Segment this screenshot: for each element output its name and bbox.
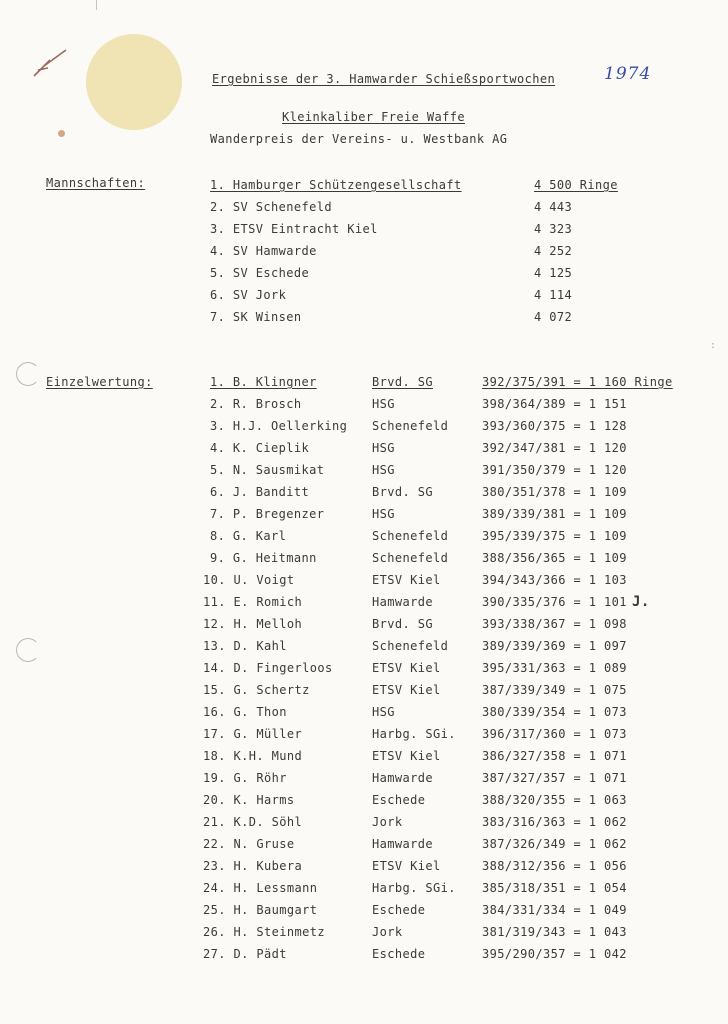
shooter-club: HSG [372,397,395,411]
shooter-score: 395/339/375 = 1 109 [482,529,627,543]
shooter-score: 386/327/358 = 1 071 [482,749,627,763]
shooter-club: ETSV Kiel [372,683,441,697]
shooter-club: ETSV Kiel [372,749,441,763]
shooter-name: 1. B. Klingner [210,375,317,389]
shooter-name: 21. K.D. Söhl [203,815,303,829]
document-title: Ergebnisse der 3. Hamwarder Schießsportwochen [212,72,556,86]
shooter-club: ETSV Kiel [372,573,441,587]
shooter-score: 394/343/366 = 1 103 [482,573,627,587]
shooter-score: 395/331/363 = 1 089 [482,661,627,675]
shooter-score: 393/360/375 = 1 128 [482,419,627,433]
shooter-name: 15. G. Schertz [203,683,310,697]
shooter-score: 380/351/378 = 1 109 [482,485,627,499]
team-score: 4 500 Ringe [534,178,618,192]
shooter-name: 18. K.H. Mund [203,749,303,763]
shooter-club: Harbg. SGi. [372,881,456,895]
team-score: 4 072 [534,310,573,324]
team-name: 1. Hamburger Schützengesellschaft [210,178,462,192]
shooter-name: 23. H. Kubera [203,859,303,873]
shooter-score: 390/335/376 = 1 101 [482,595,627,609]
shooter-name: 7. P. Bregenzer [210,507,325,521]
shooter-club: Eschede [372,903,426,917]
team-score: 4 443 [534,200,573,214]
ink-dot [58,130,65,137]
team-score: 4 125 [534,266,573,280]
shooter-name: 3. H.J. Oellerking [210,419,348,433]
shooter-name: 12. H. Melloh [203,617,303,631]
team-name: 2. SV Schenefeld [210,200,332,214]
shooter-name: 2. R. Brosch [210,397,302,411]
team-name: 4. SV Hamwarde [210,244,317,258]
shooter-club: ETSV Kiel [372,859,441,873]
shooter-name: 26. H. Steinmetz [203,925,325,939]
shooter-score: 389/339/369 = 1 097 [482,639,627,653]
team-name: 5. SV Eschede [210,266,310,280]
shooter-club: Hamwarde [372,771,433,785]
shooter-club: Schenefeld [372,529,449,543]
shooter-score: 388/356/365 = 1 109 [482,551,627,565]
shooter-name: 20. K. Harms [203,793,295,807]
shooter-name: 4. K. Cieplik [210,441,310,455]
shooter-name: 24. H. Lessmann [203,881,318,895]
shooter-name: 19. G. Röhr [203,771,287,785]
shooter-name: 22. N. Gruse [203,837,295,851]
teams-heading: Mannschaften: [46,176,146,190]
shooter-club: Brvd. SG [372,617,433,631]
shooter-club: Harbg. SGi. [372,727,456,741]
shooter-club: Hamwarde [372,837,433,851]
shooter-score: 392/347/381 = 1 120 [482,441,627,455]
shooter-club: Schenefeld [372,551,449,565]
team-score: 4 323 [534,222,573,236]
shooter-club: Eschede [372,947,426,961]
shooter-club: HSG [372,705,395,719]
shooter-name: 6. J. Banditt [210,485,310,499]
shooter-score: 383/316/363 = 1 062 [482,815,627,829]
shooter-name: 14. D. Fingerloos [203,661,333,675]
discipline-title: Kleinkaliber Freie Waffe [282,110,465,124]
shooter-name: 8. G. Karl [210,529,287,543]
shooter-score: 396/317/360 = 1 073 [482,727,627,741]
shooter-name: 13. D. Kahl [203,639,287,653]
shooter-score: 391/350/379 = 1 120 [482,463,627,477]
ink-scratch-mark [30,46,70,80]
shooter-score: 389/339/381 = 1 109 [482,507,627,521]
shooter-club: HSG [372,441,395,455]
shooter-club: Brvd. SG [372,485,433,499]
faded-seal-circle [86,34,182,130]
shooter-name: 17. G. Müller [203,727,303,741]
shooter-score: 387/326/349 = 1 062 [482,837,627,851]
shooter-club: Brvd. SG [372,375,433,389]
shooter-name: 16. G. Thon [203,705,287,719]
team-name: 3. ETSV Eintracht Kiel [210,222,378,236]
shooter-name: 11. E. Romich [203,595,303,609]
shooter-club: Jork [372,925,403,939]
team-name: 6. SV Jork [210,288,287,302]
team-score: 4 252 [534,244,573,258]
shooter-score: 385/318/351 = 1 054 [482,881,627,895]
shooter-score: 398/364/389 = 1 151 [482,397,627,411]
shooter-name: 27. D. Pädt [203,947,287,961]
shooter-score: 384/331/334 = 1 049 [482,903,627,917]
shooter-score: 387/327/357 = 1 071 [482,771,627,785]
shooter-club: Hamwarde [372,595,433,609]
shooter-name: 9. G. Heitmann [210,551,317,565]
shooter-club: HSG [372,463,395,477]
top-margin-tick [96,0,97,10]
shooter-score: 387/339/349 = 1 075 [482,683,627,697]
shooter-score: 380/339/354 = 1 073 [482,705,627,719]
shooter-club: Schenefeld [372,419,449,433]
handwritten-year: 1974 [604,64,652,84]
shooter-name: 5. N. Sausmikat [210,463,325,477]
shooter-score: 388/320/355 = 1 063 [482,793,627,807]
punch-hole-bottom [16,638,40,662]
shooter-score: 388/312/356 = 1 056 [482,859,627,873]
shooter-club: Eschede [372,793,426,807]
shooter-score: 392/375/391 = 1 160 Ringe [482,375,673,389]
edge-mark: : [710,340,717,351]
shooter-score: 393/338/367 = 1 098 [482,617,627,631]
shooter-club: ETSV Kiel [372,661,441,675]
handwritten-mark: J. [632,594,650,610]
punch-hole-top [16,362,40,386]
shooter-name: 25. H. Baumgart [203,903,318,917]
individuals-heading: Einzelwertung: [46,375,153,389]
shooter-club: Jork [372,815,403,829]
team-score: 4 114 [534,288,573,302]
prize-subtitle: Wanderpreis der Vereins- u. Westbank AG [210,132,508,146]
shooter-club: Schenefeld [372,639,449,653]
team-name: 7. SK Winsen [210,310,302,324]
shooter-club: HSG [372,507,395,521]
shooter-score: 381/319/343 = 1 043 [482,925,627,939]
shooter-name: 10. U. Voigt [203,573,295,587]
shooter-score: 395/290/357 = 1 042 [482,947,627,961]
